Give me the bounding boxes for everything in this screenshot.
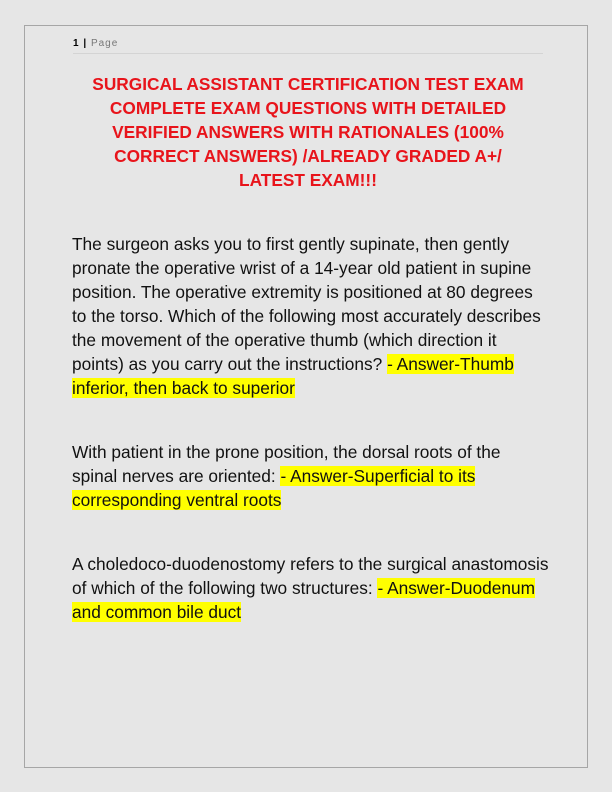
document-title: SURGICAL ASSISTANT CERTIFICATION TEST EXAM COMPLETE EXAM QUESTIONS WITH DETAILED VERIFIED ANSWERS WITH RATIONALES (100% CORRECT ANSWERS) /ALREADY GRADED A+/ LATEST EXAM!!! (92, 74, 524, 190)
question-text: With patient in the prone position, the dorsal roots of the spinal nerves are oriented: (72, 442, 501, 486)
page-number: 1 (73, 38, 80, 49)
question-block (72, 440, 550, 512)
document-page (24, 25, 588, 768)
question-block (72, 552, 550, 624)
question-block (72, 232, 550, 400)
answer-highlight: - Answer-Thumb inferior, then back to superior (72, 354, 514, 398)
page-label: Page (90, 38, 119, 49)
answer-highlight: - Answer-Superficial to its corresponding ventral roots (72, 466, 476, 510)
answer-highlight: - Answer-Duodenum and common bile duct (72, 578, 535, 622)
question-text: The surgeon asks you to first gently supinate, then gently pronate the operative wrist of a 14-year old patient in supine position. The operative extremity is positioned at 80 degrees to the torso. Which of the following most accurately describes the movement of the operative thumb (which direction it points) as you carry out the instructions? (72, 234, 541, 374)
question-text: A choledoco-duodenostomy refers to the surgical anastomosis of which of the following two structures: (72, 554, 549, 598)
page-separator: | (83, 38, 88, 49)
page-header (73, 37, 543, 54)
